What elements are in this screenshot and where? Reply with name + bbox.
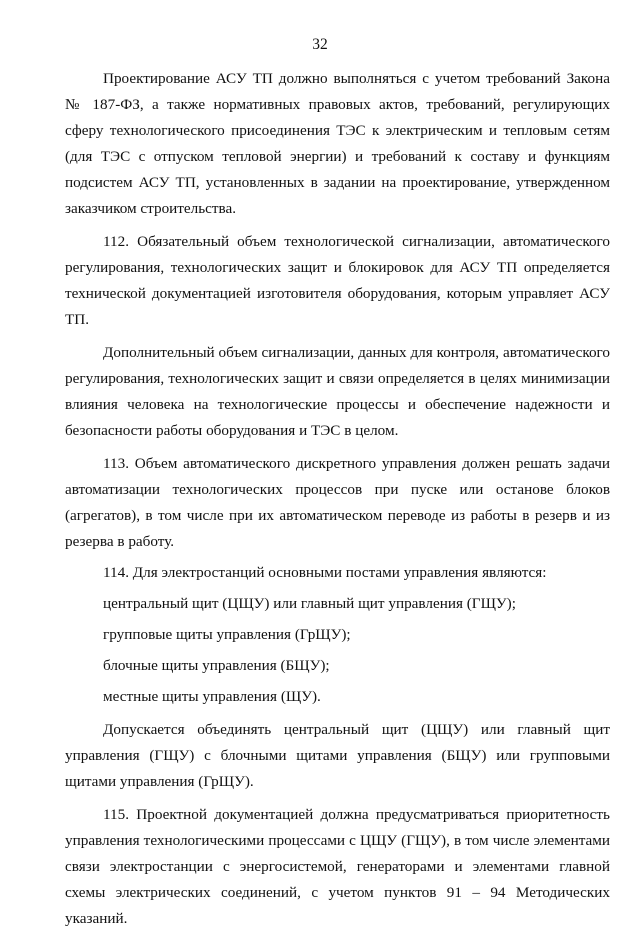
paragraph-113: 113. Объем автоматического дискретного управления должен решать задачи автоматизации технологических процессов при пуске или останове блоков (агрегатов), в том числе при их автоматическом переводе из работы в резерв и из резерва в работу. bbox=[65, 455, 610, 550]
paragraph-combine-panels: Допускается объединять центральный щит (ЦЩУ) или главный щит управления (ГЩУ) с блочными щитами управления (БЩУ) или групповыми щитами управления (ГрЩУ). bbox=[65, 721, 610, 790]
paragraph-115: 115. Проектной документацией должна предусматриваться приоритетность управления технологическими процессами с ЦЩУ (ГЩУ), в том числе элементами связи электростанции с энергосистемой, генераторами и элементами главной схемы электрических соединений, с учетом пунктов 91 – 94 Методических указаний. bbox=[65, 806, 610, 927]
paragraph-114: 114. Для электростанций основными постами управления являются: bbox=[103, 564, 547, 581]
page-number: 32 bbox=[312, 36, 328, 53]
paragraph-112: 112. Обязательный объем технологической сигнализации, автоматического регулирования, технологических защит и блокировок для АСУ ТП определяется технической документацией изготовителя оборудования, которым управляет АСУ ТП. bbox=[65, 233, 610, 328]
paragraph-design-requirements: Проектирование АСУ ТП должно выполняться с учетом требований Закона № 187-ФЗ, а также нормативных правовых актов, требований, регулирующих сферу технологического присоединения ТЭС к электрическим и тепловым сетям (для ТЭС с отпуском тепловой энергии) и требований к составу и функциям подсистем АСУ ТП, установленных в задании на проектирование, утвержденном заказчиком строительства. bbox=[65, 70, 610, 217]
paragraph-additional-scope: Дополнительный объем сигнализации, данных для контроля, автоматического регулирования, технологических защит и связи определяется в целях минимизации влияния человека на технологические процессы и обеспечение надежности и безопасности работы оборудования и ТЭС в целом. bbox=[65, 344, 610, 439]
list-item-local-panels: местные щиты управления (ЩУ). bbox=[103, 688, 321, 705]
list-item-group-panels: групповые щиты управления (ГрЩУ); bbox=[103, 626, 351, 643]
list-item-central-panel: центральный щит (ЦЩУ) или главный щит управления (ГЩУ); bbox=[103, 595, 516, 612]
list-item-unit-panels: блочные щиты управления (БЩУ); bbox=[103, 657, 330, 674]
document-body bbox=[65, 66, 610, 932]
